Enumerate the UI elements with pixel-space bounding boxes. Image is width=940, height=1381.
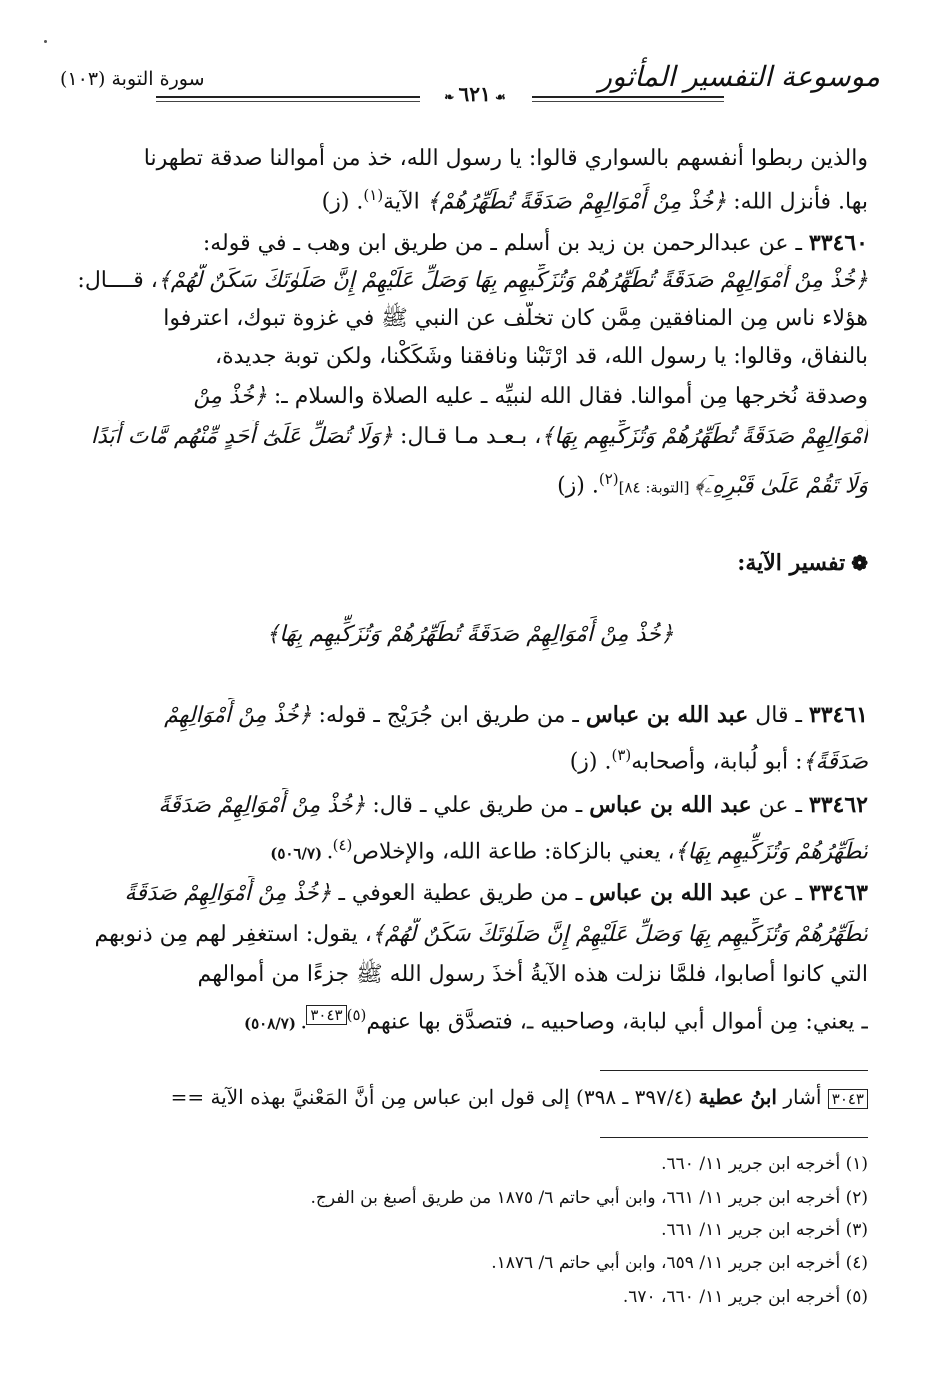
line-text: والذين ربطوا أنفسهم بالسواري قالوا: يا رسول الله، خذ من أموالنا صدقة تطهرنا (143, 146, 868, 171)
line-text: ، قــــال: (77, 268, 158, 293)
narrator-name: عبد الله بن عباس (585, 702, 749, 728)
text-line (72, 264, 868, 298)
narrator-name: عبد الله بن عباس (589, 792, 752, 818)
text-line (72, 226, 868, 261)
volume-page-ref: . (٥٠٨/٧) (243, 1014, 307, 1033)
line-text: التي كانوا أصابوا، فلمَّا نزلت هذه الآيةُ أخذَ رسول الله ﷺ جزءًا من أموالهم (197, 962, 868, 987)
quran-quote: تُطَهِّرُهُمْ وَتُزَكِّيهِم بِهَا وَصَلِّ عَلَيْهِمْ إِنَّ صَلَوٰتَكَ سَكَنٌ لَّهُمْ﴾ (371, 922, 868, 947)
entry-number: ٣٣٤٦٢ (808, 792, 868, 818)
footnote: (٤) أخرجه ابن جرير ١١/ ٦٥٩، وابن أبي حاتم ٦/ ١٨٧٦. (491, 1253, 868, 1273)
editor-note (72, 1080, 868, 1116)
footnote-ref: (٣) (611, 746, 632, 764)
entry-number: ٣٣٤٦١ (808, 702, 868, 728)
text-line (72, 788, 868, 823)
text-line (72, 958, 868, 992)
text-line (72, 340, 868, 374)
line-text: وصدقة نُخرجها مِن أموالنا. فقال الله لنبيِّه ـ عليه الصلاة والسلام ـ: (266, 384, 868, 409)
narrator-name: عبد الله بن عباس (589, 880, 752, 906)
quran-quote: تُطَهِّرُهُمْ وَتُزَكِّيهِم بِهَا﴾ (674, 839, 868, 865)
text-line (72, 178, 868, 219)
line-text: : أبو لُبابة، وأصحابه (631, 749, 803, 775)
line-text: ـ عن (751, 793, 809, 818)
text-line (72, 698, 868, 733)
quran-quote: ﴿خُذْ مِنْ أَمْوَالِهِمْ صَدَقَةً (158, 793, 366, 818)
line-text: بها. فأنزل الله: (726, 189, 868, 215)
notes-separator (600, 1070, 868, 1071)
note-ref-box: ٣٠٤٣ (306, 1005, 346, 1025)
line-text: (٣٩٧/٤ ـ ٣٩٨) إلى قول ابن عباس مِن أنَّ المَعْنيَّ بهذه الآية == (170, 1085, 699, 1109)
quran-quote: ﴿خُذْ مِنْ أَمْوَالِهِمْ صَدَقَةً (124, 881, 332, 906)
footnote-ref: (١) (363, 186, 384, 204)
section-heading (72, 546, 868, 580)
page-header (60, 56, 880, 108)
flower-icon: ❁ (851, 551, 868, 575)
line-text: ـ قال (748, 703, 809, 728)
text-line (72, 738, 868, 779)
line-text: هؤلاء ناس مِن المنافقين مِمَّن كان تخلَّف عن النبي ﷺ في غزوة تبوك، اعترفوا (163, 306, 868, 331)
text-line (72, 380, 868, 414)
line-text: ـ من طريق ابن جُرَيْج ـ قوله: (311, 703, 586, 728)
page-number (420, 82, 530, 106)
quran-quote: وَلَا تَقُمْ عَلَىٰ قَبْرِهِۦٓ﴾ (694, 473, 868, 499)
footnote-ref: (٢) (598, 470, 619, 488)
line-text: ـ من طريق عطية العوفي ـ (331, 881, 590, 906)
line-text: ، بـعـد مـا قـال: (393, 424, 542, 449)
quran-quote: ﴿خُذْ مِنْ أَمْوَالِهِمْ صَدَقَةً تُطَهِّرُهُمْ﴾ (426, 189, 727, 215)
scan-speck (44, 40, 47, 43)
line-text: ـ عن عبدالرحمن بن زيد بن أسلم ـ من طريق ابن وهب ـ في قوله: (202, 231, 809, 256)
line-text: ، يعني بالزكاة: طاعة الله، والإخلاص (352, 839, 675, 865)
quran-quote: ﴿وَلَا تُصَلِّ عَلَىٰٓ أَحَدٍ مِّنْهُم مَّاتَ أَبَدًا (90, 424, 394, 449)
line-text: الآية (383, 189, 427, 215)
page-number-text: ٦٢١ (458, 82, 491, 106)
line-text: ـ من طريق علي ـ قال: (365, 793, 590, 818)
footnote: (٥) أخرجه ابن جرير ١١/ ٦٦٠، ٦٧٠. (622, 1287, 868, 1307)
book-title: موسوعة التفسير المأثور (598, 60, 880, 93)
text-line (72, 462, 868, 504)
text-line (72, 420, 868, 454)
line-text: . (ز) (557, 473, 599, 499)
section-heading-text: تفسير الآية: (737, 550, 846, 576)
quran-quote: ﴿خُذْ مِنْ أَمْوَالِهِمْ (164, 703, 312, 728)
section-verse: ﴿خُذْ مِنْ أَمْوَالِهِمْ صَدَقَةً تُطَهِّرُهُمْ وَتُزَكِّيهِم بِهَا﴾ (266, 622, 674, 647)
quran-quote: ﴿خُذْ مِنْ (193, 384, 267, 409)
header-rule (156, 96, 420, 98)
header-rule-thin (532, 101, 724, 102)
footnote-ref: (٥) (346, 1006, 367, 1024)
header-rule (532, 96, 724, 98)
text-line (72, 918, 868, 952)
text-line (72, 998, 868, 1040)
text-line (72, 876, 868, 911)
line-text: . (ز) (321, 189, 364, 215)
note-ref-box: ٣٠٤٣ (828, 1089, 868, 1109)
line-text: . (ز) (569, 749, 612, 775)
line-text: ـ يعني: مِن أموال أبي لبابة، وصاحبيه ـ، فتصدَّق بها عنهم (366, 1009, 868, 1035)
line-text: أشار (776, 1085, 822, 1109)
footnote-ref: (٤) (332, 836, 353, 854)
header-rule-thin (156, 101, 420, 102)
entry-number: ٣٣٤٦٠ (808, 230, 868, 256)
footnotes-separator (600, 1137, 868, 1138)
ornament-icon: ❧ (444, 90, 459, 104)
line-text: ـ عن (751, 881, 809, 906)
text-line (72, 302, 868, 336)
entry-number: ٣٣٤٦٣ (808, 880, 868, 906)
text-line (72, 142, 868, 176)
quran-quote: أَمْوَالِهِمْ صَدَقَةً تُطَهِّرُهُمْ وَتُزَكِّيهِم بِهَا﴾ (541, 424, 868, 449)
footnote: (١) أخرجه ابن جرير ١١/ ٦٦٠. (661, 1154, 868, 1174)
ornament-icon: ☙ (490, 90, 506, 104)
text-line (72, 828, 868, 870)
line-text: ، يقول: استغفِر لهم مِن ذنوبهم (94, 922, 372, 947)
line-text: بالنفاق، وقالوا: يا رسول الله، قد ارْتَبْنا ونافقنا وشَكَكْنا، ولكن توبة جديدة، (215, 344, 868, 369)
footnote: (٣) أخرجه ابن جرير ١١/ ٦٦١. (661, 1220, 868, 1240)
quran-quote: ﴿خُذْ مِنْ أَمْوَالِهِمْ صَدَقَةً تُطَهِّرُهُمْ وَتُزَكِّيهِم بِهَا وَصَلِّ عَلَيْهِمْ إِنَّ صَلَوٰتَكَ سَكَنٌ لَّهُمْ﴾ (157, 268, 868, 293)
surah-label: سورة التوبة (١٠٣) (60, 68, 205, 90)
verse-reference: [التوبة: ٨٤] (618, 478, 695, 497)
footnote: (٢) أخرجه ابن جرير ١١/ ٦٦١، وابن أبي حاتم ٦/ ١٨٧٥ من طريق أصبغ بن الفرج. (310, 1188, 868, 1208)
volume-page-ref: . (٥٠٦/٧) (270, 844, 333, 863)
scholar-name: ابنُ عطية (698, 1085, 777, 1109)
quran-quote: صَدَقَةً﴾ (802, 749, 868, 775)
